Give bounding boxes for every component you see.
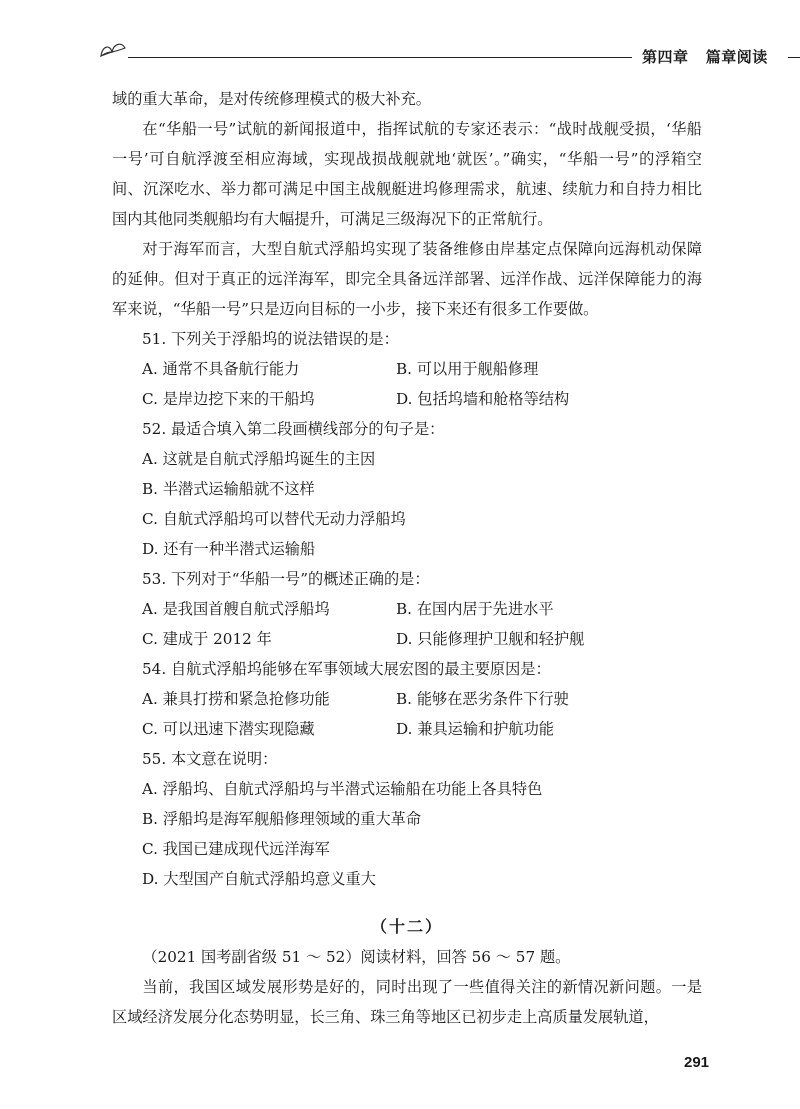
option-row <box>112 624 702 654</box>
option-d: D. 只能修理护卫舰和轻护舰 <box>396 630 585 648</box>
option-a: A. 浮船坞、自航式浮船坞与半潜式运输船在功能上各具特色 <box>142 780 543 798</box>
page-body <box>112 84 702 1032</box>
option-c: C. 建成于 2012 年 <box>142 630 272 648</box>
option-b: B. 在国内居于先进水平 <box>396 600 554 618</box>
option-c: C. 自航式浮船坞可以替代无动力浮船坞 <box>142 510 406 528</box>
option-d: D. 兼具运输和护航功能 <box>396 720 554 738</box>
leaf-ornament-icon <box>98 38 128 60</box>
option-a: A. 这就是自航式浮船坞诞生的主因 <box>142 450 376 468</box>
option-c: C. 是岸边挖下来的干船坞 <box>142 390 315 408</box>
option-b: B. 能够在恶劣条件下行驶 <box>396 690 569 708</box>
section-label: 篇章阅读 <box>705 48 768 66</box>
question-54 <box>112 654 702 744</box>
paragraph-expert-statement: 在“华船一号”试航的新闻报道中，指挥试航的专家还表示：“战时战舰受损，‘华船一号’可自航浮渡至相应海域，实现战损战舰就地‘就医’。”确实，“华船一号”的浮箱空间、沉深吃水、举力都可满足中国主战舰艇进坞修理需求，航速、续航力和自持力相比国内其他同类舰船均有大幅提升，可满足三级海况下的正常航行。 <box>112 120 702 228</box>
question-53 <box>112 564 702 654</box>
option-c: C. 可以迅速下潜实现隐藏 <box>142 720 315 738</box>
header-rule <box>128 57 632 58</box>
option-c: C. 我国已建成现代远洋海军 <box>142 840 330 858</box>
option-a: A. 兼具打捞和紧急抢修功能 <box>142 690 330 708</box>
option-d: D. 还有一种半潜式运输船 <box>142 540 316 558</box>
option-row <box>112 714 702 744</box>
section-number-heading: （十二） <box>370 917 443 936</box>
page-header <box>98 28 768 68</box>
option-row <box>112 384 702 414</box>
question-stem: 55. 本文意在说明： <box>142 750 278 768</box>
question-51 <box>112 324 702 414</box>
paragraph-continuation: 域的重大革命，是对传统修理模式的极大补充。 <box>112 90 431 108</box>
section-intro: （2021 国考副省级 51 ～ 52）阅读材料，回答 56 ～ 57 题。 <box>142 948 571 966</box>
chapter-heading <box>642 46 768 67</box>
paragraph-regional-development: 当前，我国区域发展形势是好的，同时出现了一些值得关注的新情况新问题。一是区域经济发展分化态势明显，长三角、珠三角等地区已初步走上高质量发展轨道， <box>112 978 702 1026</box>
chapter-label: 第四章 <box>642 48 689 66</box>
option-b: B. 浮船坞是海军舰船修理领域的重大革命 <box>142 810 422 828</box>
paragraph-navy-significance: 对于海军而言，大型自航式浮船坞实现了装备维修由岸基定点保障向远海机动保障的延伸。但对于真正的远洋海军，即完全具备远洋部署、远洋作战、远洋保障能力的海军来说，“华船一号”只是迈向目标的一小步，接下来还有很多工作要做。 <box>112 240 702 318</box>
question-stem: 54. 自航式浮船坞能够在军事领域大展宏图的最主要原因是： <box>142 660 551 678</box>
option-d: D. 包括坞墙和舱格等结构 <box>396 390 570 408</box>
option-row <box>112 354 702 384</box>
question-stem: 52. 最适合填入第二段画横线部分的句子是： <box>142 420 445 438</box>
option-b: B. 半潜式运输船就不这样 <box>142 480 315 498</box>
question-55 <box>112 744 702 894</box>
option-row <box>112 594 702 624</box>
question-stem: 51. 下列关于浮船坞的说法错误的是： <box>142 330 399 348</box>
option-a: A. 通常不具备航行能力 <box>142 360 300 378</box>
option-d: D. 大型国产自航式浮船坞意义重大 <box>142 870 376 888</box>
question-52 <box>112 414 702 564</box>
header-rule-right <box>788 57 800 58</box>
option-b: B. 可以用于舰船修理 <box>396 360 539 378</box>
option-row <box>112 684 702 714</box>
page-number: 291 <box>684 1054 710 1071</box>
question-stem: 53. 下列对于“华船一号”的概述正确的是： <box>142 570 430 588</box>
option-a: A. 是我国首艘自航式浮船坞 <box>142 600 330 618</box>
